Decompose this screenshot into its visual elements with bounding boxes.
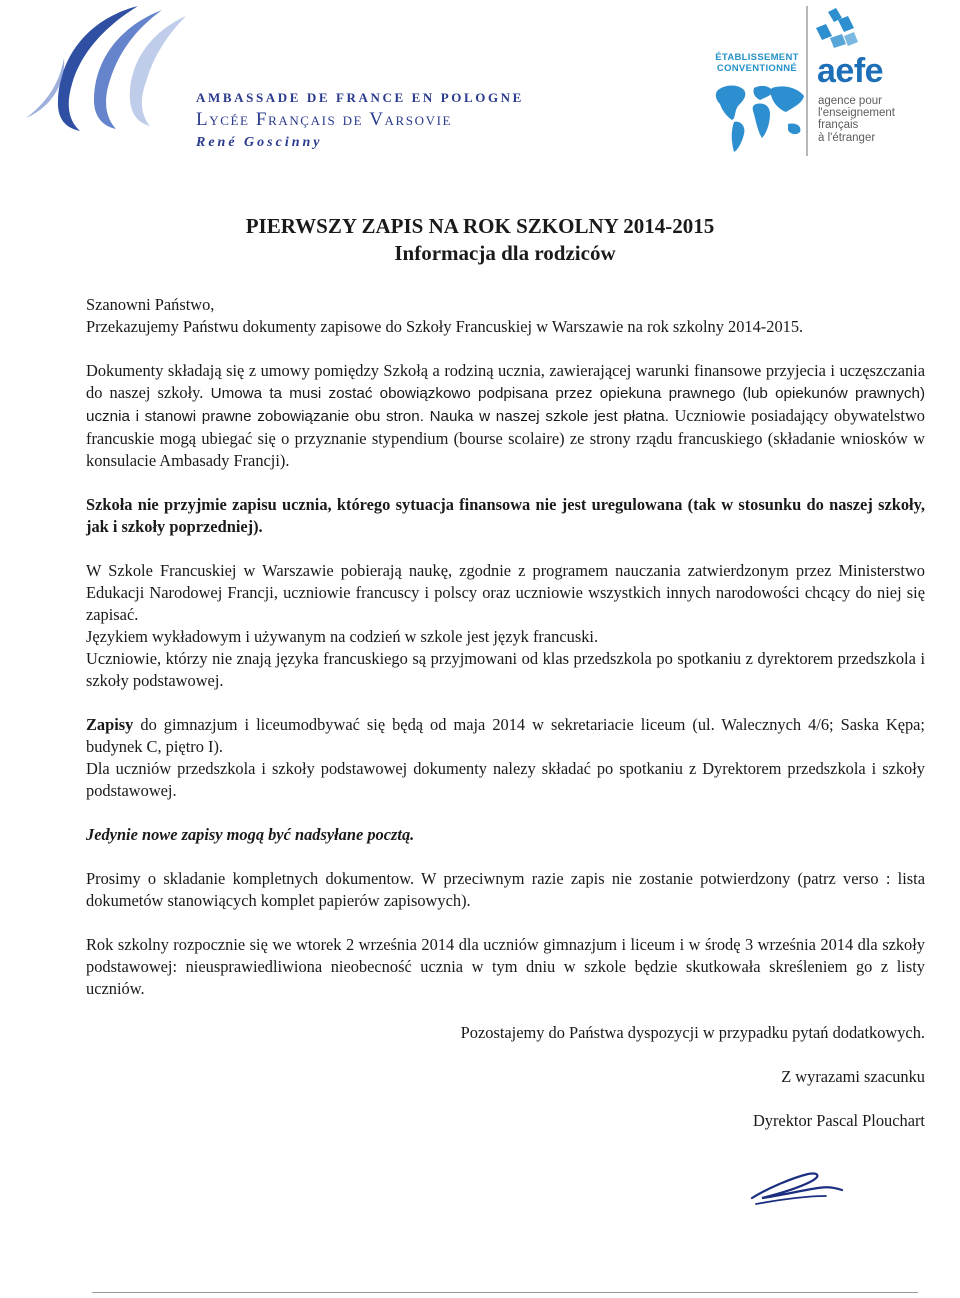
etablissement-line-2: CONVENTIONNÉ (716, 63, 798, 74)
letter-body (86, 294, 925, 1132)
contract-text-b: Umowa ta musi zostać obowiązkowo podpisana przez opiekuna prawnego (lub opiekunów prawnych) ucznia i stanowi prawne zobowiązanie obu stron. Nauka w naszej szkole jest płatna. (86, 385, 925, 425)
document-title: PIERWSZY ZAPIS NA ROK SZKOLNY 2014-2015 (245, 214, 715, 238)
financial-notice: Szkoła nie przyjmie zapisu ucznia, którego sytuacja finansowa nie jest uregulowana (tak w stosunku do naszej szkoły, jak i szkoły poprzedniej). (86, 495, 925, 536)
etablissement-label (712, 52, 802, 74)
aefe-wordmark: aefe (817, 52, 884, 90)
school-patron: René Goscinny (196, 135, 323, 150)
lycee-logo-icon (20, 0, 200, 135)
school-name: Lycée Français de Varsovie (196, 109, 453, 130)
etablissement-line-1: ÉTABLISSEMENT (715, 52, 799, 63)
enrollment-text: do gimnazjum i liceumodbywać się będą od maja 2014 w sekretariacie liceum (ul. Walecznych 4/6; Saska Kępa; budynek C, piętro I). (86, 715, 925, 756)
school-start-paragraph: Rok szkolny rozpocznie się we wtorek 2 września 2014 dla uczniów gimnazjum i liceum i w środę 3 września 2014 dla szkoły podstawowej: nieusprawiedliwiona nieobecność ucznia w tym dniu w szkole będzie skutkowała skreśleniem go z listy uczniów. (86, 935, 925, 998)
non-french-paragraph: Uczniowie, którzy nie znają języka francuskiego są przyjmowani od klas przedszkola po spotkaniu z dyrektorem przedszkola i szkoły podstawowej. (86, 649, 925, 690)
contract-paragraph (86, 360, 925, 472)
signer-line: Dyrektor Pascal Plouchart (752, 1111, 925, 1130)
school-name-block (196, 90, 524, 152)
complete-documents-paragraph: Prosimy o skladanie kompletnych dokumentow. W przeciwnym razie zapis nie zostanie potwierdzony (patrz verso : lista dokumetów stanowiących komplet papierów zapisowych). (86, 869, 925, 910)
signature-icon (748, 1164, 848, 1210)
postal-notice: Jedynie nowe zapisy mogą być nadsyłane pocztą. (86, 825, 415, 844)
closing-line: Z wyrazami szacunku (781, 1067, 925, 1086)
aefe-tagline (818, 95, 895, 144)
intro-paragraph: Przekazujemy Państwu dokumenty zapisowe do Szkoły Francuskiej w Warszawie na rok szkolny 2014-2015. (86, 317, 804, 336)
world-map-icon (712, 76, 808, 156)
aefe-tagline-line-1: agence pour (818, 95, 882, 107)
availability-line: Pozostajemy do Państwa dyspozycji w przypadku pytań dodatkowych. (460, 1023, 925, 1042)
footer-rule (92, 1292, 918, 1293)
language-paragraph: Językiem wykładowym i używanym na codzień w szkole jest język francuski. (86, 627, 599, 646)
enrollment-paragraph (86, 714, 925, 758)
document-subtitle: Informacja dla rodziców (394, 241, 616, 265)
enrollment-keyword: Zapisy (86, 715, 134, 734)
greeting: Szanowni Państwo, (86, 295, 215, 314)
contract-text-a: Dokumenty składają się z umowy pomiędzy Szkołą a rodziną ucznia, zawierającej warunki finansowe przyjecia i uczęszczania do naszej szkoły. (86, 361, 925, 402)
aefe-tagline-line-4: à l'étranger (818, 131, 876, 144)
embassy-name: AMBASSADE DE FRANCE EN POLOGNE (196, 90, 524, 105)
contract-text-c: Uczniowie posiadający obywatelstwo francuskie mogą ubiegać się o przyznanie stypendium (bourse scolaire) ze strony rządu francuskiego (składanie wniosków w konsulacie Ambasady Francji). (86, 406, 926, 470)
aefe-separator (806, 6, 808, 156)
aefe-tagline-line-2: l'enseignement (818, 107, 895, 120)
curriculum-paragraph: W Szkole Francuskiej w Warszawie pobierają naukę, zgodnie z programem nauczania zatwierdzonym przez Ministerstwo Edukacji Narodowej Francji, uczniowie francuscy i polscy oraz uczniowie wszystkich innych narodowości chcący do niej się zapisać. (86, 561, 925, 624)
aefe-tagline-line-3: français (818, 119, 859, 132)
primary-paragraph: Dla uczniów przedszkola i szkoły podstawowej dokumenty nalezy składać po spotkaniu z Dyrektorem przedszkola i szkoły podstawowej. (86, 759, 925, 800)
